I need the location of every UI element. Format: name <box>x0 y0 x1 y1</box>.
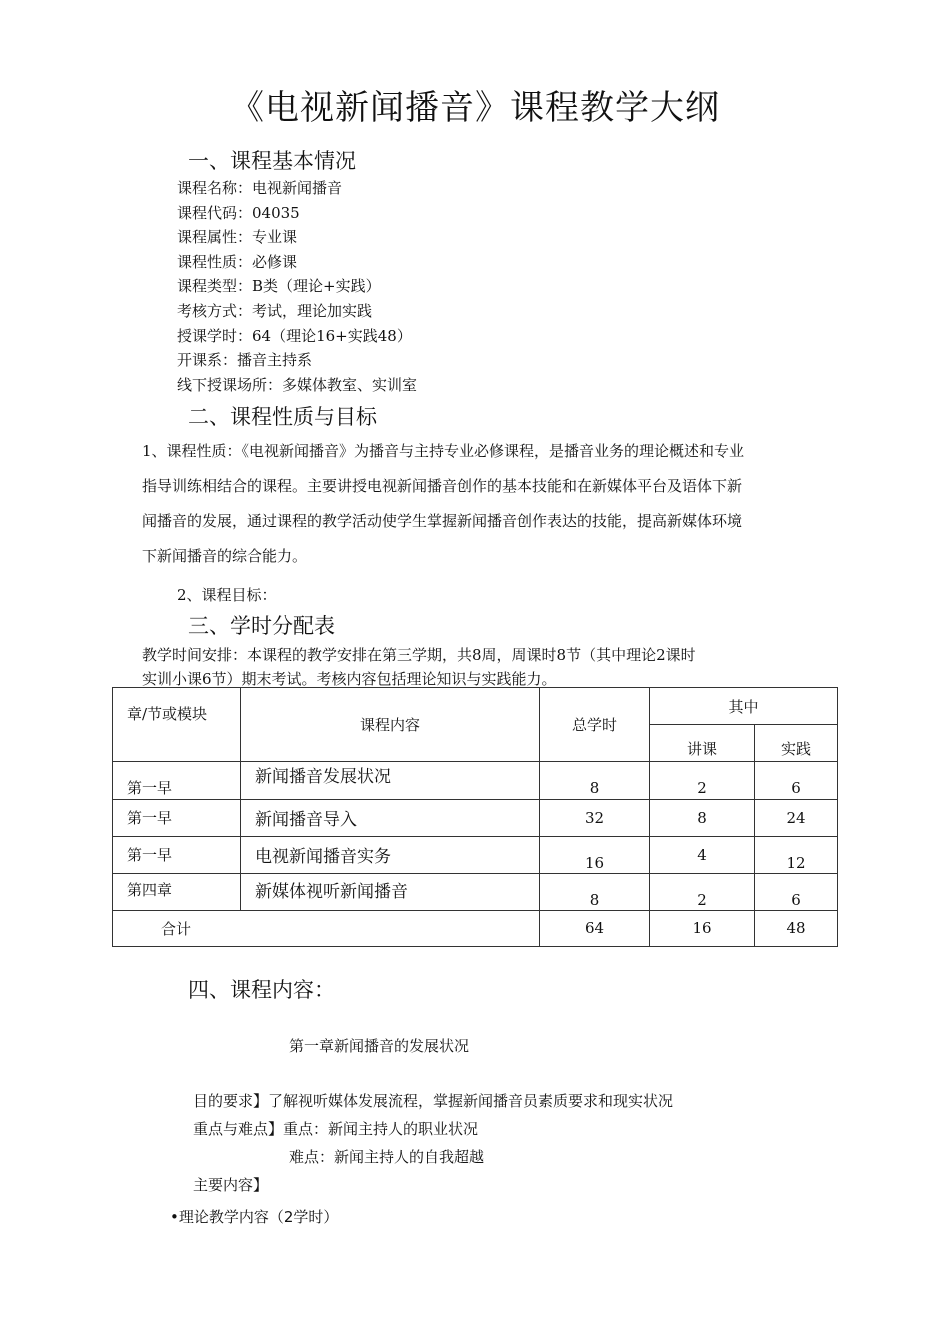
row-chapter: 第一早 <box>113 762 241 800</box>
row-lecture: 4 <box>650 836 755 873</box>
chapter-objective: 目的要求】了解视听媒体发展流程，掌握新闻播音员素质要求和现实状况 <box>193 1092 674 1110</box>
info-hours: 授课学时：64（理论16+实践48） <box>177 326 412 345</box>
table-row <box>113 800 838 836</box>
row-chapter: 第一早 <box>113 836 241 873</box>
row-chapter: 第一早 <box>113 800 241 836</box>
theory-teaching-item: •理论教学内容（2学时） <box>170 1208 339 1226</box>
table-row-total <box>113 910 838 946</box>
row-content: 新媒体视听新闻播音 <box>241 873 540 910</box>
section-heading-hours-table: 三、学时分配表 <box>188 614 335 638</box>
row-total: 8 <box>540 873 650 910</box>
row-lecture: 8 <box>650 800 755 836</box>
row-practice: 6 <box>755 762 838 800</box>
header-chapter: 章/节或模块 <box>113 688 241 762</box>
table-row <box>113 873 838 910</box>
schedule-line-2: 实训小课6节）期末考试。考核内容包括理论知识与实践能力。 <box>142 670 557 688</box>
row-practice: 12 <box>755 836 838 873</box>
header-content: 课程内容 <box>241 688 540 762</box>
section-heading-course-content: 四、课程内容： <box>188 978 335 1002</box>
nature-line-3: 闻播音的发展，通过课程的教学活动使学生掌握新闻播音创作表达的技能，提高新媒体环境 <box>142 512 743 530</box>
row-lecture: 2 <box>650 762 755 800</box>
header-total: 总学时 <box>540 688 650 762</box>
row-total: 32 <box>540 800 650 836</box>
course-goal-label: 2、课程目标： <box>177 586 277 604</box>
page-title: 《电视新闻播音》课程教学大纲 <box>230 88 720 128</box>
row-content: 电视新闻播音实务 <box>241 836 540 873</box>
row-lecture: 2 <box>650 873 755 910</box>
table-row <box>113 836 838 873</box>
info-department: 开课系：播音主持系 <box>177 351 313 370</box>
schedule-text <box>142 643 696 691</box>
info-course-type: 课程类型：B类（理论+实践） <box>177 277 381 296</box>
chapter-key-points: 重点与难点】重点：新闻主持人的职业状况 <box>193 1120 479 1138</box>
nature-line-4: 下新闻播音的综合能力。 <box>142 547 308 565</box>
basic-info-list <box>177 176 417 397</box>
section-heading-basic-info: 一、课程基本情况 <box>188 149 356 173</box>
info-course-name: 课程名称：电视新闻播音 <box>177 179 343 197</box>
table-row <box>113 762 838 800</box>
row-practice: 6 <box>755 873 838 910</box>
section-heading-nature-goal: 二、课程性质与目标 <box>188 405 377 429</box>
row-chapter: 第四章 <box>113 873 241 910</box>
nature-line-2: 指导训练相结合的课程。主要讲授电视新闻播音创作的基本技能和在新媒体平台及语体下新 <box>142 477 743 495</box>
row-total: 16 <box>540 836 650 873</box>
info-course-code: 课程代码：04035 <box>177 203 300 222</box>
course-nature-paragraph <box>142 434 842 574</box>
row-practice: 24 <box>755 800 838 836</box>
sum-lecture: 16 <box>650 910 755 946</box>
info-assessment: 考核方式：考试，理论加实践 <box>177 301 373 320</box>
hours-table <box>112 687 838 947</box>
info-course-nature: 课程性质：必修课 <box>177 252 298 271</box>
chapter-main-content: 主要内容】 <box>193 1176 269 1194</box>
header-practice: 实践 <box>755 725 838 762</box>
row-content: 新闻播音发展状况 <box>241 762 540 800</box>
sum-practice: 48 <box>755 910 838 946</box>
sum-label: 合计 <box>113 910 540 946</box>
nature-line-1: 1、课程性质：《电视新闻播音》为播音与主持专业必修课程，是播音业务的理论概述和专业 <box>142 442 745 460</box>
chapter-heading: 第一章新闻播音的发展状况 <box>289 1037 470 1055</box>
sum-total: 64 <box>540 910 650 946</box>
row-content: 新闻播音导入 <box>241 800 540 836</box>
info-venue: 线下授课场所：多媒体教室、实训室 <box>177 375 418 394</box>
header-among: 其中 <box>650 688 838 725</box>
info-course-attribute: 课程属性：专业课 <box>177 228 298 247</box>
chapter-difficulty: 难点：新闻主持人的自我超越 <box>289 1148 485 1166</box>
schedule-line-1: 教学时间安排：本课程的教学安排在第三学期，共8周，周课时8节（其中理论2课时 <box>142 646 696 664</box>
row-total: 8 <box>540 762 650 800</box>
header-lecture: 讲课 <box>650 725 755 762</box>
